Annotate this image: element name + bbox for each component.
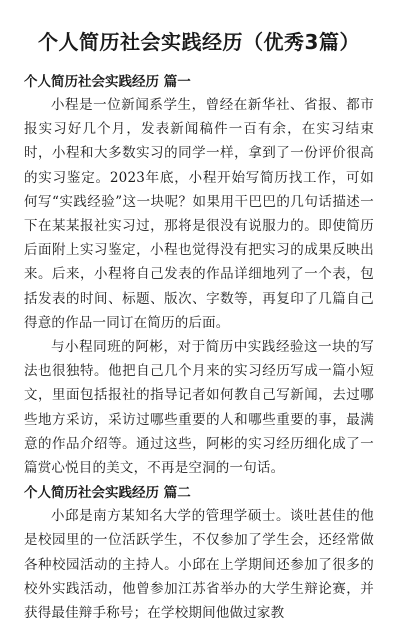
- paragraph: 与小程同班的阿彬，对于简历中实践经验这一块的写法也很独特。他把自己几个月来的实习经历写成一篇小短文，里面包括报社的指导记者如何教自己写新闻，去过哪些地方采访，采访过哪些重要的人和哪些重要的事，最满意的作品介绍等。通过这些，阿彬的实习经历细化成了一篇赏心悦目的美文，不再是空洞的一句话。: [24, 339, 374, 477]
- paragraph: 小邱是南方某知名大学的管理学硕士。谈吐甚佳的他是校园里的一位活跃学生，不仅参加了学生会，还经常做各种校园活动的主持人。小邱在上学期间还参加了很多的校外实践活动，他曾参加江苏省举办的大学生辩论赛，并获得最佳辩手称号；在学校期间他做过家教: [24, 508, 374, 622]
- section-heading: 个人简历社会实践经历 篇一: [24, 74, 191, 90]
- document-title: 个人简历社会实践经历（优秀3篇）: [38, 30, 360, 54]
- section-heading: 个人简历社会实践经历 篇二: [24, 485, 191, 502]
- paragraph: 小程是一位新闻系学生，曾经在新华社、省报、都市报实习好几个月，发表新闻稿件一百有余，在实习结束时，小程和大多数实习的同学一样，拿到了一份评价很高的实习鉴定。2023年底，小程开始写简历找工作，可如何写“实践经验”这一块呢？如果用干巴巴的几句话描述一下在某某报社实习过，那将是很没有说服力的。即使简历后面附上实习鉴定，小程也觉得没有把实习的成果反映出来。后来，小程将自己发表的作品详细地列了一个表，包括发表的时间、标题、版次、字数等，再复印了几篇自己得意的作品一同订在简历的后面。: [24, 97, 374, 331]
- section-one: [24, 71, 374, 480]
- section-two: [24, 482, 374, 625]
